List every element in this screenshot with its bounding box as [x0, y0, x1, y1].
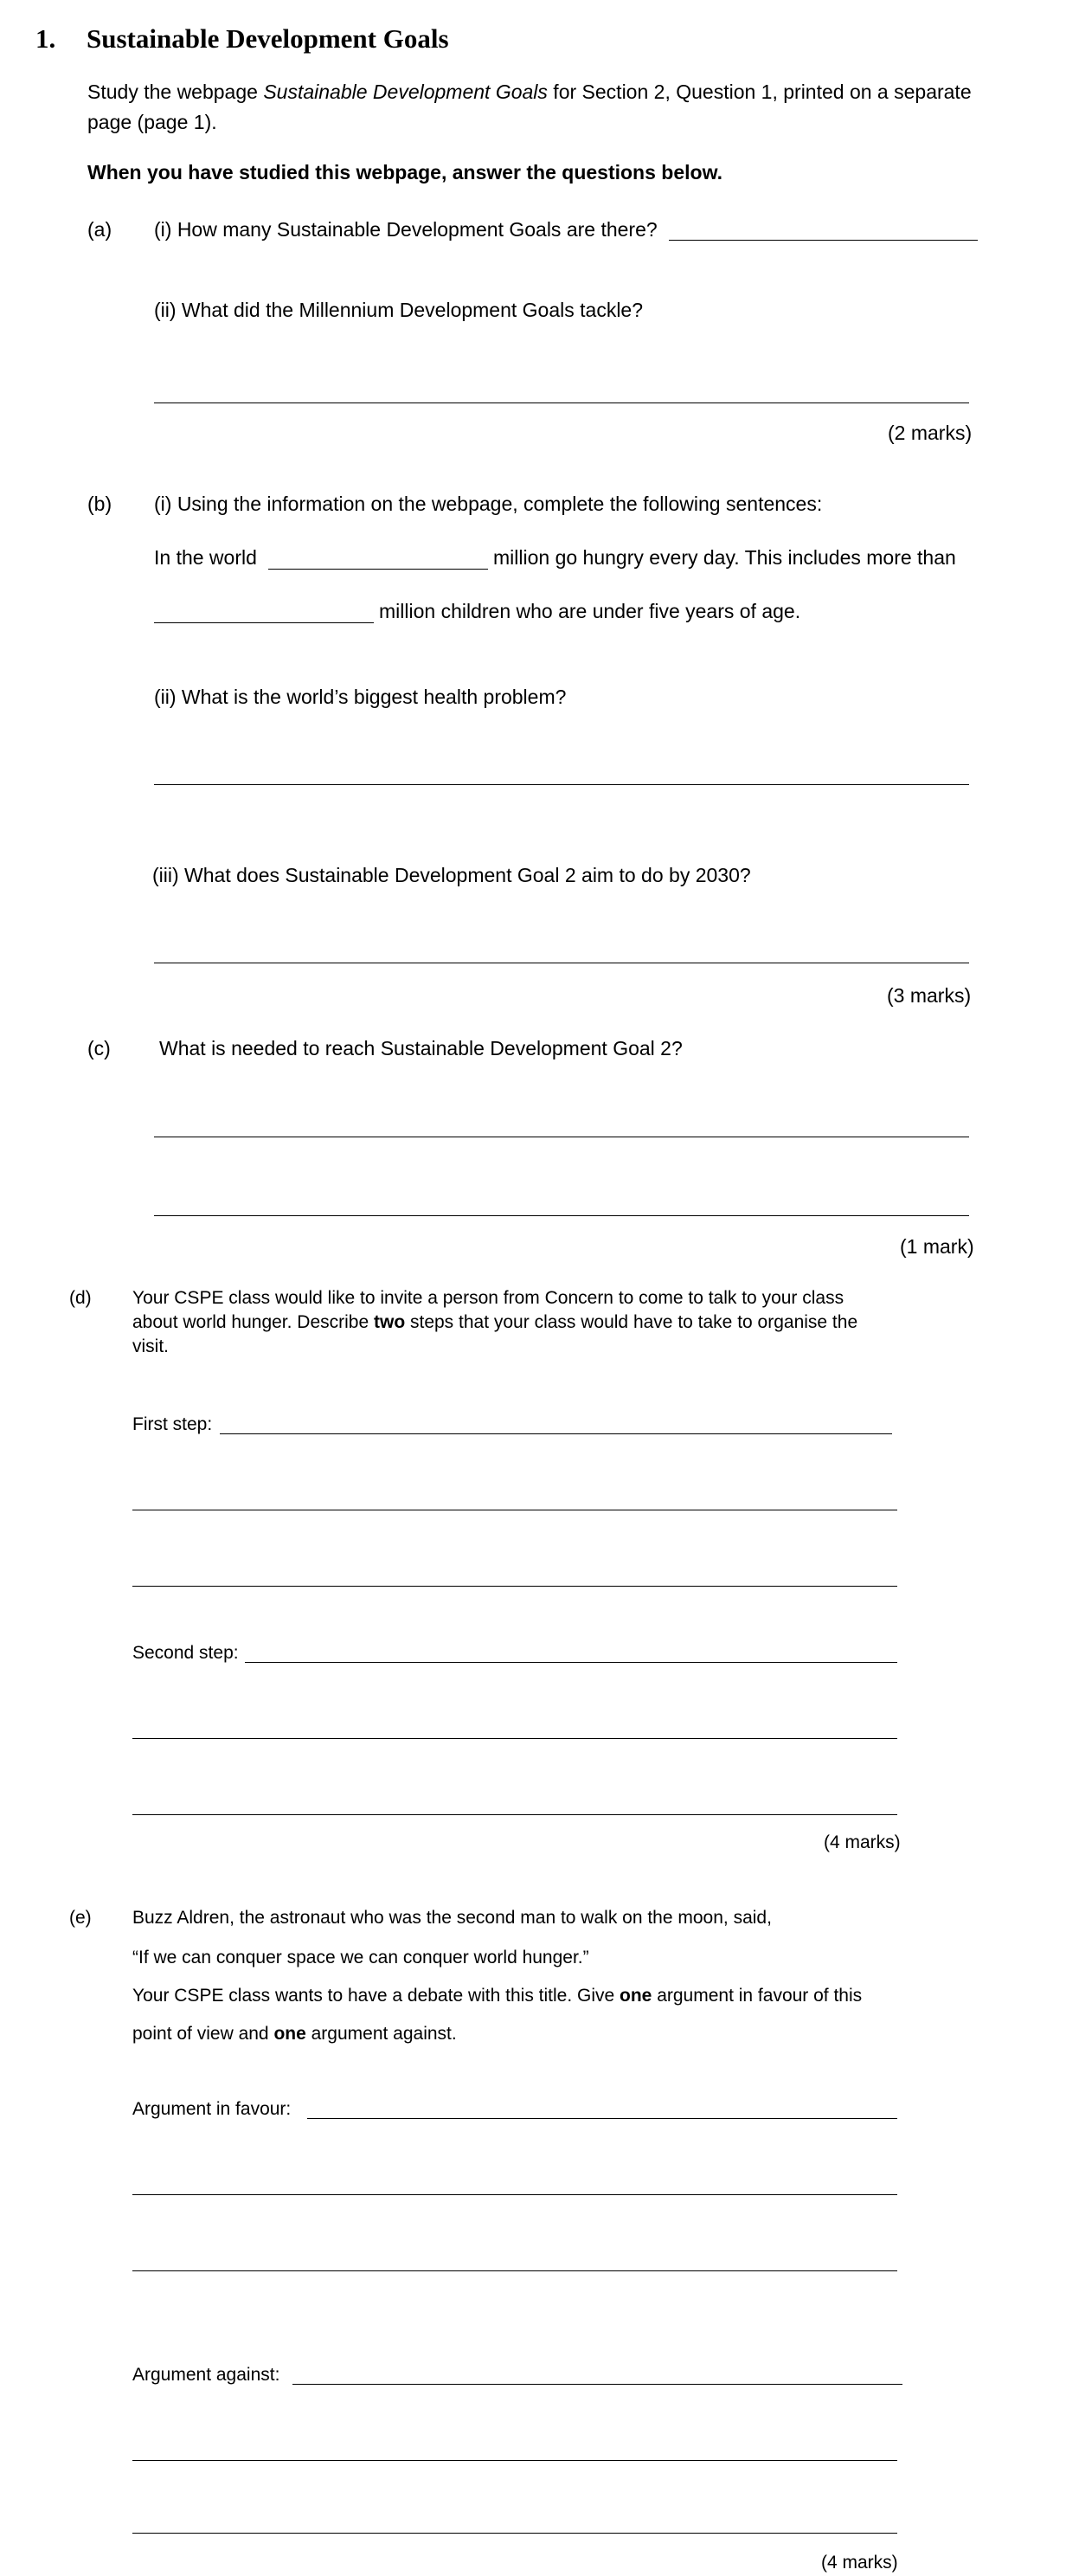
part-e-quote: “If we can conquer space we can conquer world hunger.”	[132, 1948, 589, 1967]
first-step-line[interactable]	[220, 1433, 892, 1434]
part-b-marks: (3 marks)	[887, 984, 972, 1007]
answer-line[interactable]	[132, 1738, 897, 1739]
part-c-label: (c)	[87, 1037, 111, 1059]
answer-line[interactable]	[132, 2194, 897, 2195]
answer-line[interactable]	[669, 240, 978, 241]
part-d-line-3: visit.	[132, 1336, 169, 1356]
part-d-line-2	[132, 1311, 857, 1334]
intro-line-1	[87, 80, 972, 104]
argument-against-line[interactable]	[292, 2384, 902, 2385]
part-a-label: (a)	[87, 218, 112, 241]
part-e-line-4	[132, 2022, 457, 2045]
part-a-question-1: (i) How many Sustainable Development Goals are there?	[154, 218, 658, 241]
part-e-marks: (4 marks)	[821, 2553, 898, 2573]
part-a-question-2: (ii) What did the Millennium Development Goals tackle?	[154, 299, 644, 321]
page-title: Sustainable Development Goals	[87, 23, 449, 54]
part-b-question-2: (ii) What is the world’s biggest health problem?	[154, 686, 567, 708]
sentence-1-start: In the world	[154, 546, 257, 569]
argument-favour-line[interactable]	[307, 2118, 897, 2119]
answer-line[interactable]	[154, 1215, 969, 1216]
part-e-line-1: Buzz Aldren, the astronaut who was the second man to walk on the moon, said,	[132, 1908, 772, 1928]
argument-against-label: Argument against:	[132, 2365, 280, 2385]
sentence-1-end: million go hungry every day. This includes more than	[493, 546, 956, 569]
second-step-line[interactable]	[245, 1662, 897, 1663]
instruction: When you have studied this webpage, answer the questions below.	[87, 161, 722, 184]
second-step-label: Second step:	[132, 1643, 239, 1663]
emphasis: one	[273, 2024, 306, 2044]
blank-million-children[interactable]	[154, 622, 374, 623]
part-d-label: (d)	[69, 1288, 92, 1308]
part-e-line-3	[132, 1984, 862, 2007]
answer-line[interactable]	[132, 2533, 897, 2534]
argument-favour-label: Argument in favour:	[132, 2099, 292, 2119]
part-b-question-3: (iii) What does Sustainable Development Goal 2 aim to do by 2030?	[152, 864, 751, 886]
answer-line[interactable]	[132, 1814, 897, 1815]
part-d-text: about world hunger. Describe	[132, 1312, 374, 1332]
part-b-question-1: (i) Using the information on the webpage, complete the following sentences:	[154, 493, 823, 515]
part-d-marks: (4 marks)	[824, 1832, 901, 1852]
webpage-title: Sustainable Development Goals	[263, 80, 548, 103]
answer-line[interactable]	[154, 784, 969, 785]
emphasis: one	[620, 1986, 652, 2006]
part-c-marks: (1 mark)	[900, 1235, 974, 1258]
part-b-label: (b)	[87, 493, 112, 515]
part-e-text: Your CSPE class wants to have a debate with this title. Give	[132, 1986, 620, 2006]
part-e-text: argument in favour of this	[652, 1986, 863, 2006]
intro-text: for Section 2, Question 1, printed on a separate	[547, 80, 972, 103]
sentence-2: million children who are under five years of age.	[379, 600, 801, 622]
part-e-text: point of view and	[132, 2024, 274, 2044]
answer-line[interactable]	[132, 2270, 897, 2271]
intro-text: Study the webpage	[87, 80, 264, 103]
answer-line[interactable]	[132, 1586, 897, 1587]
first-step-label: First step:	[132, 1414, 213, 1434]
answer-line[interactable]	[154, 402, 969, 403]
intro-line-2: page (page 1).	[87, 111, 217, 133]
answer-line[interactable]	[132, 2460, 897, 2461]
question-number: 1.	[35, 23, 56, 54]
emphasis: two	[374, 1312, 406, 1332]
part-a-marks: (2 marks)	[888, 422, 973, 444]
part-c-question: What is needed to reach Sustainable Development Goal 2?	[159, 1037, 683, 1059]
part-d-line-1: Your CSPE class would like to invite a person from Concern to come to talk to your class	[132, 1288, 844, 1308]
part-e-text: argument against.	[305, 2024, 457, 2044]
blank-million-hungry[interactable]	[268, 569, 488, 570]
part-e-label: (e)	[69, 1908, 92, 1928]
part-d-text: steps that your class would have to take to organise the	[405, 1312, 858, 1332]
